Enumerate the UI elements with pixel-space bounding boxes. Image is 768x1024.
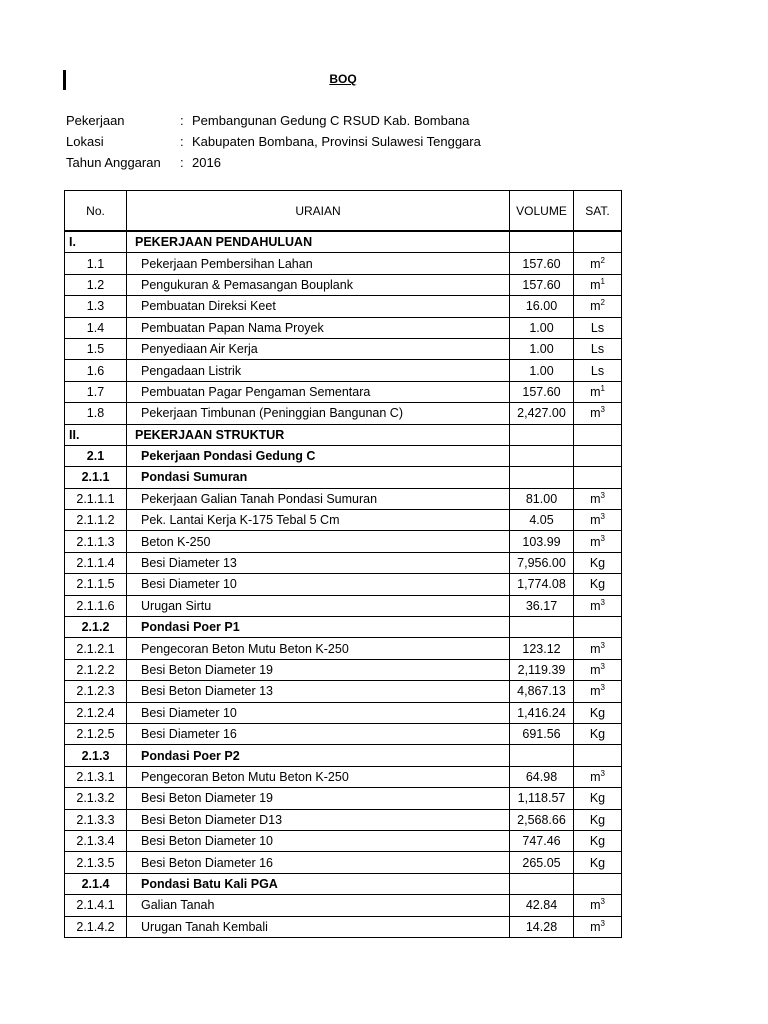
row-unit: [574, 424, 622, 445]
row-volume: 2,119.39: [510, 659, 574, 680]
row-unit: [574, 745, 622, 766]
table-row: [65, 531, 622, 552]
row-description: Pondasi Poer P1: [127, 617, 510, 638]
row-description: Pengecoran Beton Mutu Beton K-250: [127, 638, 510, 659]
table-row: [65, 574, 622, 595]
row-description: Pondasi Batu Kali PGA: [127, 873, 510, 894]
row-unit: [574, 723, 622, 744]
row-number: 2.1.4: [65, 873, 127, 894]
unit-text: m: [590, 769, 601, 784]
row-description: Galian Tanah: [127, 895, 510, 916]
row-unit: [574, 381, 622, 402]
row-number: 2.1.1.6: [65, 595, 127, 616]
row-volume: 1,118.57: [510, 788, 574, 809]
table-header-row: [65, 191, 622, 232]
table-row: [65, 702, 622, 723]
row-description: Beton K-250: [127, 531, 510, 552]
header-volume: VOLUME: [510, 191, 574, 232]
unit-text: m: [590, 384, 601, 399]
row-unit: [574, 445, 622, 466]
table-row: [65, 873, 622, 894]
row-unit: [574, 916, 622, 937]
row-unit: [574, 809, 622, 830]
unit-text: Kg: [589, 834, 606, 849]
row-number: 2.1.3.3: [65, 809, 127, 830]
row-unit: [574, 510, 622, 531]
info-colon: :: [180, 113, 184, 128]
row-description: Urugan Tanah Kembali: [127, 916, 510, 937]
table-row: [65, 830, 622, 851]
unit-exponent: 3: [600, 640, 605, 650]
info-value: 2016: [192, 155, 221, 170]
unit-text: Kg: [589, 705, 606, 720]
row-volume: [510, 424, 574, 445]
row-description: Pekerjaan Pondasi Gedung C: [127, 445, 510, 466]
table-row: [65, 445, 622, 466]
row-number: II.: [65, 424, 127, 445]
row-volume: 157.60: [510, 253, 574, 274]
info-label: Pekerjaan: [66, 113, 125, 128]
row-volume: 4.05: [510, 510, 574, 531]
unit-exponent: 3: [600, 662, 605, 671]
table-row: [65, 895, 622, 916]
row-volume: 64.98: [510, 766, 574, 787]
unit-text: Ls: [590, 363, 605, 378]
table-row: [65, 809, 622, 830]
unit-text: m: [590, 256, 601, 271]
row-unit: [574, 403, 622, 424]
row-unit: [574, 895, 622, 916]
row-description: Besi Beton Diameter 19: [127, 659, 510, 680]
row-unit: [574, 360, 622, 381]
unit-exponent: 1: [600, 276, 605, 286]
table-row: [65, 231, 622, 253]
row-description: Besi Beton Diameter D13: [127, 809, 510, 830]
table-row: [65, 360, 622, 381]
row-number: 2.1.3: [65, 745, 127, 766]
header-unit: SAT.: [574, 191, 622, 232]
row-number: 2.1.1.2: [65, 510, 127, 531]
info-label: Lokasi: [66, 134, 104, 149]
row-description: PEKERJAAN STRUKTUR: [127, 424, 510, 445]
row-description: Pondasi Sumuran: [127, 467, 510, 488]
unit-text: m: [590, 663, 601, 677]
row-number: 2.1.2.3: [65, 681, 127, 702]
table-row: [65, 638, 622, 659]
unit-text: m: [590, 406, 601, 421]
row-number: 2.1.3.2: [65, 788, 127, 809]
row-unit: [574, 766, 622, 787]
row-number: 2.1.1.1: [65, 488, 127, 509]
row-number: 1.2: [65, 274, 127, 295]
row-description: Pek. Lantai Kerja K-175 Tebal 5 Cm: [127, 510, 510, 531]
row-volume: 157.60: [510, 274, 574, 295]
row-volume: 16.00: [510, 296, 574, 317]
row-volume: 1.00: [510, 338, 574, 359]
boq-table: [64, 190, 622, 938]
row-unit: [574, 574, 622, 595]
table-row: [65, 467, 622, 488]
unit-exponent: 1: [600, 383, 605, 393]
row-description: Besi Beton Diameter 13: [127, 681, 510, 702]
row-volume: [510, 617, 574, 638]
header-no: No.: [65, 191, 127, 232]
table-row: [65, 552, 622, 573]
row-number: 2.1.3.1: [65, 766, 127, 787]
row-unit: [574, 830, 622, 851]
unit-text: Kg: [589, 577, 606, 592]
row-description: Pondasi Poer P2: [127, 745, 510, 766]
row-volume: 265.05: [510, 852, 574, 873]
header-description: URAIAN: [127, 191, 510, 232]
unit-exponent: 3: [600, 533, 605, 543]
row-volume: 1.00: [510, 360, 574, 381]
unit-text: Kg: [589, 791, 606, 806]
info-colon: :: [180, 155, 184, 170]
unit-text: Kg: [589, 812, 606, 827]
row-unit: [574, 788, 622, 809]
unit-text: m: [590, 684, 601, 699]
row-description: Penyediaan Air Kerja: [127, 338, 510, 359]
unit-text: m: [590, 919, 601, 934]
info-colon: :: [180, 134, 184, 149]
row-number: 2.1.2.5: [65, 723, 127, 744]
row-unit: [574, 338, 622, 359]
unit-text: Kg: [589, 556, 606, 571]
row-unit: [574, 274, 622, 295]
table-row: [65, 852, 622, 873]
row-volume: 1,774.08: [510, 574, 574, 595]
table-row: [65, 659, 622, 680]
row-number: 1.7: [65, 381, 127, 402]
table-row: [65, 317, 622, 338]
table-row: [65, 403, 622, 424]
project-info: [66, 110, 481, 173]
table-row: [65, 681, 622, 702]
row-number: 2.1.3.4: [65, 830, 127, 851]
row-volume: 36.17: [510, 595, 574, 616]
row-number: 2.1: [65, 445, 127, 466]
row-unit: [574, 531, 622, 552]
project-info-row: [66, 152, 481, 173]
project-info-row: [66, 131, 481, 152]
unit-exponent: 3: [600, 490, 605, 500]
unit-text: m: [590, 898, 601, 913]
unit-exponent: 3: [600, 683, 605, 693]
row-description: Besi Diameter 16: [127, 723, 510, 744]
unit-text: m: [590, 534, 601, 549]
row-description: PEKERJAAN PENDAHULUAN: [127, 231, 510, 253]
row-description: Besi Diameter 13: [127, 552, 510, 573]
row-unit: [574, 873, 622, 894]
row-volume: 2,568.66: [510, 809, 574, 830]
row-volume: 1,416.24: [510, 702, 574, 723]
row-description: Pembuatan Pagar Pengaman Sementara: [127, 381, 510, 402]
row-unit: [574, 852, 622, 873]
unit-text: Kg: [589, 855, 606, 870]
row-number: 2.1.4.1: [65, 895, 127, 916]
row-number: 1.1: [65, 253, 127, 274]
row-unit: [574, 488, 622, 509]
row-description: Urugan Sirtu: [127, 595, 510, 616]
unit-exponent: 3: [600, 897, 605, 907]
table-row: [65, 253, 622, 274]
unit-text: Kg: [589, 727, 606, 742]
table-row: [65, 274, 622, 295]
row-number: 2.1.1.4: [65, 552, 127, 573]
row-number: 2.1.3.5: [65, 852, 127, 873]
row-unit: [574, 253, 622, 274]
row-description: Pekerjaan Timbunan (Peninggian Bangunan C): [127, 403, 510, 424]
row-number: 2.1.2.2: [65, 659, 127, 680]
row-unit: [574, 681, 622, 702]
row-volume: [510, 745, 574, 766]
row-description: Pekerjaan Pembersihan Lahan: [127, 253, 510, 274]
row-unit: [574, 231, 622, 253]
unit-text: m: [590, 513, 601, 528]
row-number: 1.3: [65, 296, 127, 317]
row-number: 1.6: [65, 360, 127, 381]
row-volume: [510, 873, 574, 894]
row-volume: 2,427.00: [510, 403, 574, 424]
table-row: [65, 424, 622, 445]
table-row: [65, 788, 622, 809]
row-unit: [574, 659, 622, 680]
row-number: 2.1.4.2: [65, 916, 127, 937]
row-number: 1.4: [65, 317, 127, 338]
boq-table-body: [65, 231, 622, 937]
row-unit: [574, 317, 622, 338]
row-volume: 42.84: [510, 895, 574, 916]
table-row: [65, 916, 622, 937]
row-unit: [574, 638, 622, 659]
row-volume: 691.56: [510, 723, 574, 744]
unit-exponent: 3: [600, 597, 605, 607]
row-number: 2.1.2.1: [65, 638, 127, 659]
unit-exponent: 3: [600, 768, 605, 778]
row-number: I.: [65, 231, 127, 253]
row-volume: 103.99: [510, 531, 574, 552]
unit-text: m: [590, 491, 601, 506]
table-row: [65, 338, 622, 359]
row-volume: 123.12: [510, 638, 574, 659]
row-number: 2.1.1: [65, 467, 127, 488]
row-description: Besi Beton Diameter 16: [127, 852, 510, 873]
table-row: [65, 595, 622, 616]
row-unit: [574, 702, 622, 723]
project-info-row: [66, 110, 481, 131]
row-description: Besi Diameter 10: [127, 574, 510, 595]
info-value: Kabupaten Bombana, Provinsi Sulawesi Tenggara: [192, 134, 481, 149]
row-unit: [574, 617, 622, 638]
row-description: Pekerjaan Galian Tanah Pondasi Sumuran: [127, 488, 510, 509]
row-volume: 4,867.13: [510, 681, 574, 702]
unit-text: m: [590, 598, 601, 613]
row-volume: 1.00: [510, 317, 574, 338]
row-number: 1.8: [65, 403, 127, 424]
row-unit: [574, 467, 622, 488]
info-value: Pembangunan Gedung C RSUD Kab. Bombana: [192, 113, 470, 128]
row-number: 1.5: [65, 338, 127, 359]
unit-exponent: 3: [600, 918, 605, 928]
unit-text: Ls: [590, 342, 605, 357]
unit-exponent: 3: [600, 405, 605, 415]
row-volume: [510, 445, 574, 466]
info-label: Tahun Anggaran: [66, 155, 161, 170]
row-description: Pembuatan Direksi Keet: [127, 296, 510, 317]
row-number: 2.1.2.4: [65, 702, 127, 723]
row-volume: 81.00: [510, 488, 574, 509]
unit-text: m: [590, 299, 601, 314]
row-number: 2.1.1.3: [65, 531, 127, 552]
row-volume: [510, 231, 574, 253]
unit-exponent: 2: [600, 255, 605, 265]
row-volume: 14.28: [510, 916, 574, 937]
row-description: Pengukuran & Pemasangan Bouplank: [127, 274, 510, 295]
unit-exponent: 2: [600, 298, 605, 308]
table-row: [65, 723, 622, 744]
row-volume: 7,956.00: [510, 552, 574, 573]
unit-text: m: [590, 277, 601, 292]
row-number: 2.1.1.5: [65, 574, 127, 595]
row-description: Pengadaan Listrik: [127, 360, 510, 381]
unit-text: m: [590, 641, 601, 656]
row-unit: [574, 296, 622, 317]
table-row: [65, 766, 622, 787]
row-description: Besi Diameter 10: [127, 702, 510, 723]
row-volume: 747.46: [510, 830, 574, 851]
row-volume: 157.60: [510, 381, 574, 402]
table-row: [65, 745, 622, 766]
row-unit: [574, 552, 622, 573]
row-number: 2.1.2: [65, 617, 127, 638]
table-row: [65, 296, 622, 317]
document-title: BOQ: [329, 72, 357, 86]
table-row: [65, 617, 622, 638]
unit-text: Ls: [590, 320, 605, 335]
table-row: [65, 510, 622, 531]
unit-exponent: 3: [600, 512, 605, 522]
row-description: Besi Beton Diameter 10: [127, 830, 510, 851]
row-description: Pembuatan Papan Nama Proyek: [127, 317, 510, 338]
table-row: [65, 488, 622, 509]
table-row: [65, 381, 622, 402]
row-description: Besi Beton Diameter 19: [127, 788, 510, 809]
row-unit: [574, 595, 622, 616]
row-volume: [510, 467, 574, 488]
row-description: Pengecoran Beton Mutu Beton K-250: [127, 766, 510, 787]
